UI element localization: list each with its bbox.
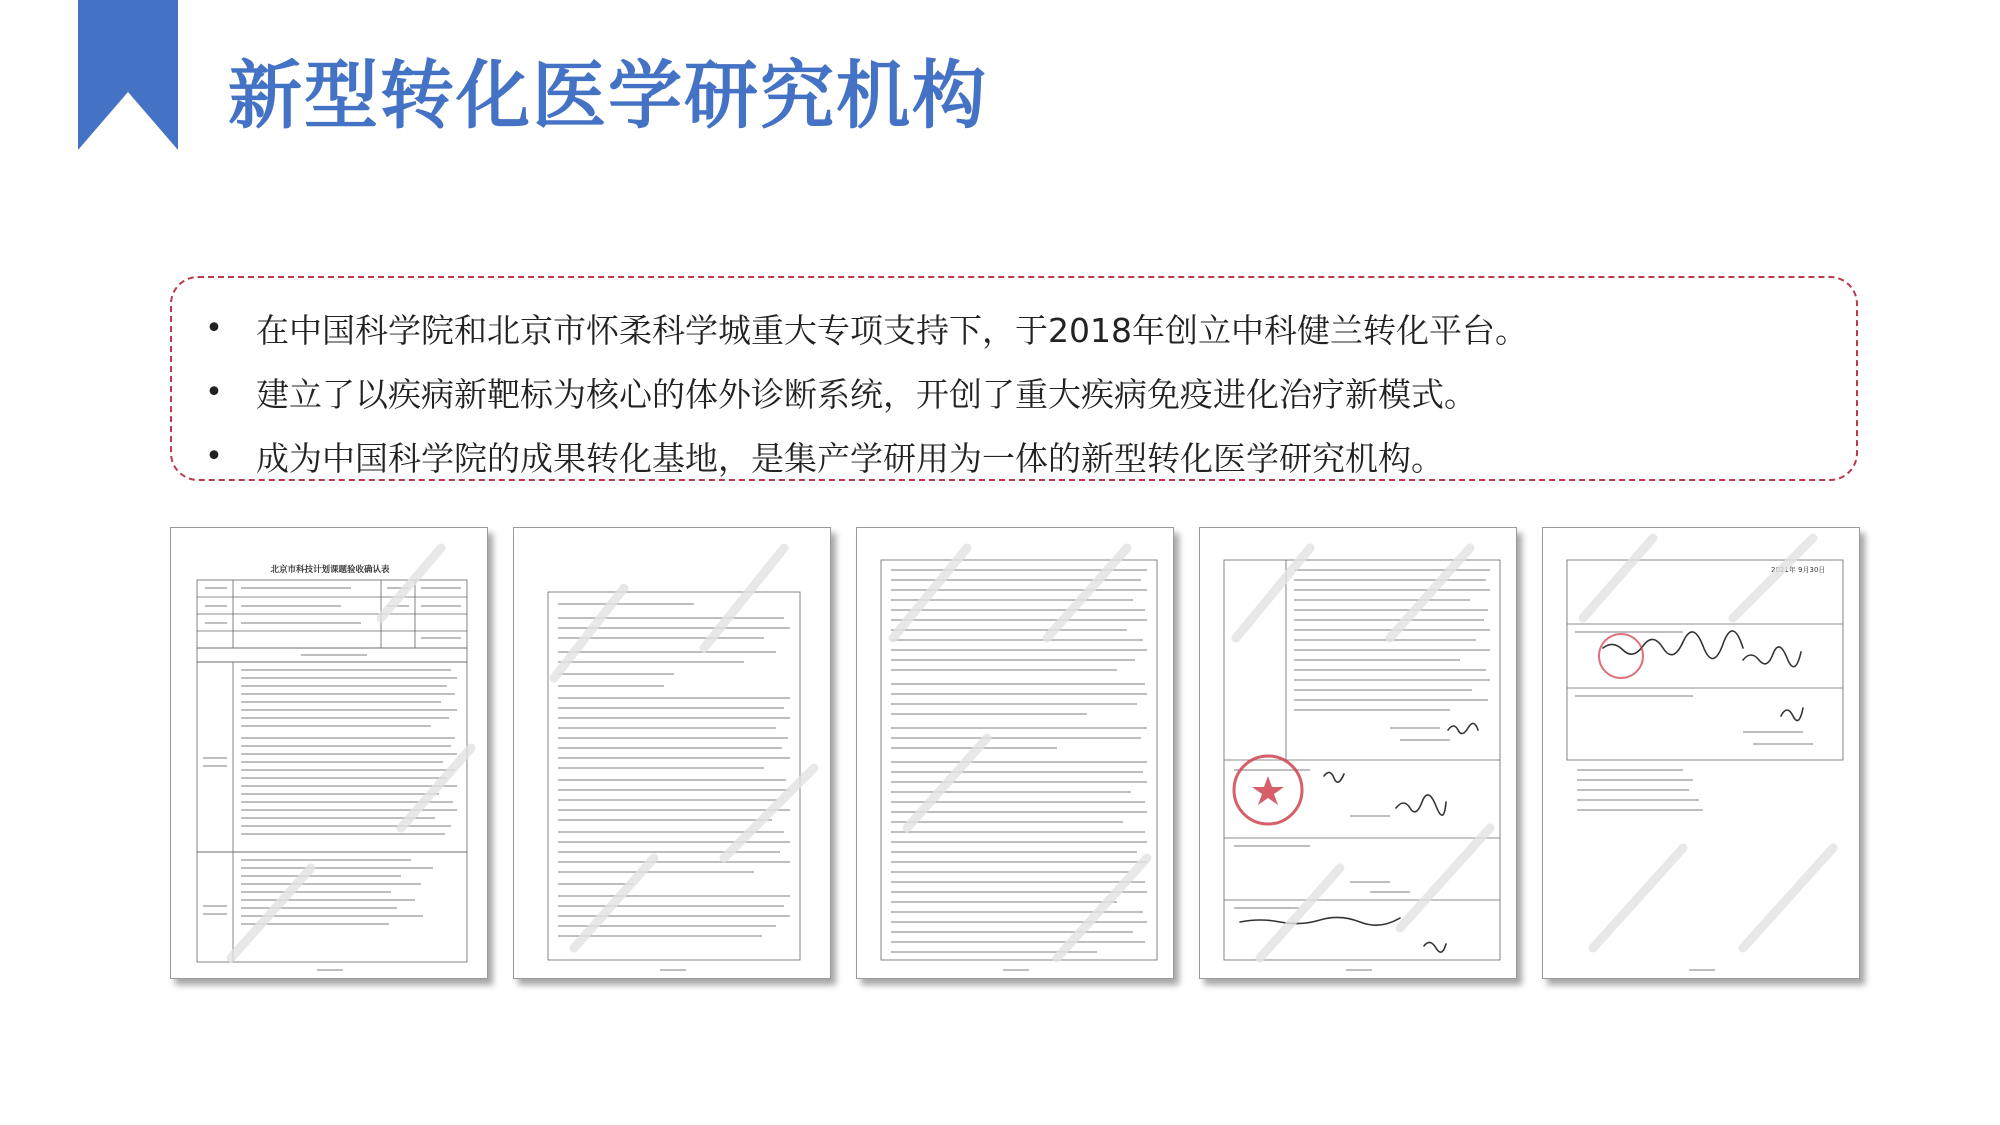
document-5-date: 2021年 9月30日 xyxy=(1771,566,1826,574)
document-thumbnail-3 xyxy=(856,527,1174,979)
bullet-text: 建立了以疾病新靶标为核心的体外诊断系统，开创了重大疾病免疫进化治疗新模式。 xyxy=(256,374,1477,414)
document-thumbnail-2 xyxy=(513,527,831,979)
document-thumbnail-5 xyxy=(1542,527,1860,979)
document-scan-3 xyxy=(857,528,1174,979)
corner-ribbon-icon xyxy=(78,0,178,150)
page-title: 新型转化医学研究机构 xyxy=(228,53,988,139)
document-thumbnail-4 xyxy=(1199,527,1517,979)
document-scan-4 xyxy=(1200,528,1517,979)
red-seal-icon xyxy=(1599,634,1643,678)
bullet-text: 成为中国科学院的成果转化基地，是集产学研用为一体的新型转化医学研究机构。 xyxy=(256,438,1444,478)
document-scan-5 xyxy=(1543,528,1860,979)
document-gallery xyxy=(170,527,1860,981)
red-seal-icon xyxy=(1234,756,1302,824)
bullet-box xyxy=(170,276,1858,481)
bullet-dot-icon: • xyxy=(205,374,223,410)
bullet-item xyxy=(194,424,1826,488)
bullet-text: 在中国科学院和北京市怀柔科学城重大专项支持下，于2018年创立中科健兰转化平台。 xyxy=(256,310,1528,350)
document-scan-1 xyxy=(171,528,488,979)
document-1-title: 北京市科技计划课题验收确认表 xyxy=(270,565,390,575)
bullet-dot-icon: • xyxy=(205,310,223,346)
document-scan-2 xyxy=(514,528,831,979)
document-thumbnail-1 xyxy=(170,527,488,979)
bullet-item xyxy=(194,360,1826,424)
bullet-item xyxy=(194,296,1826,360)
bullet-dot-icon: • xyxy=(205,438,223,474)
